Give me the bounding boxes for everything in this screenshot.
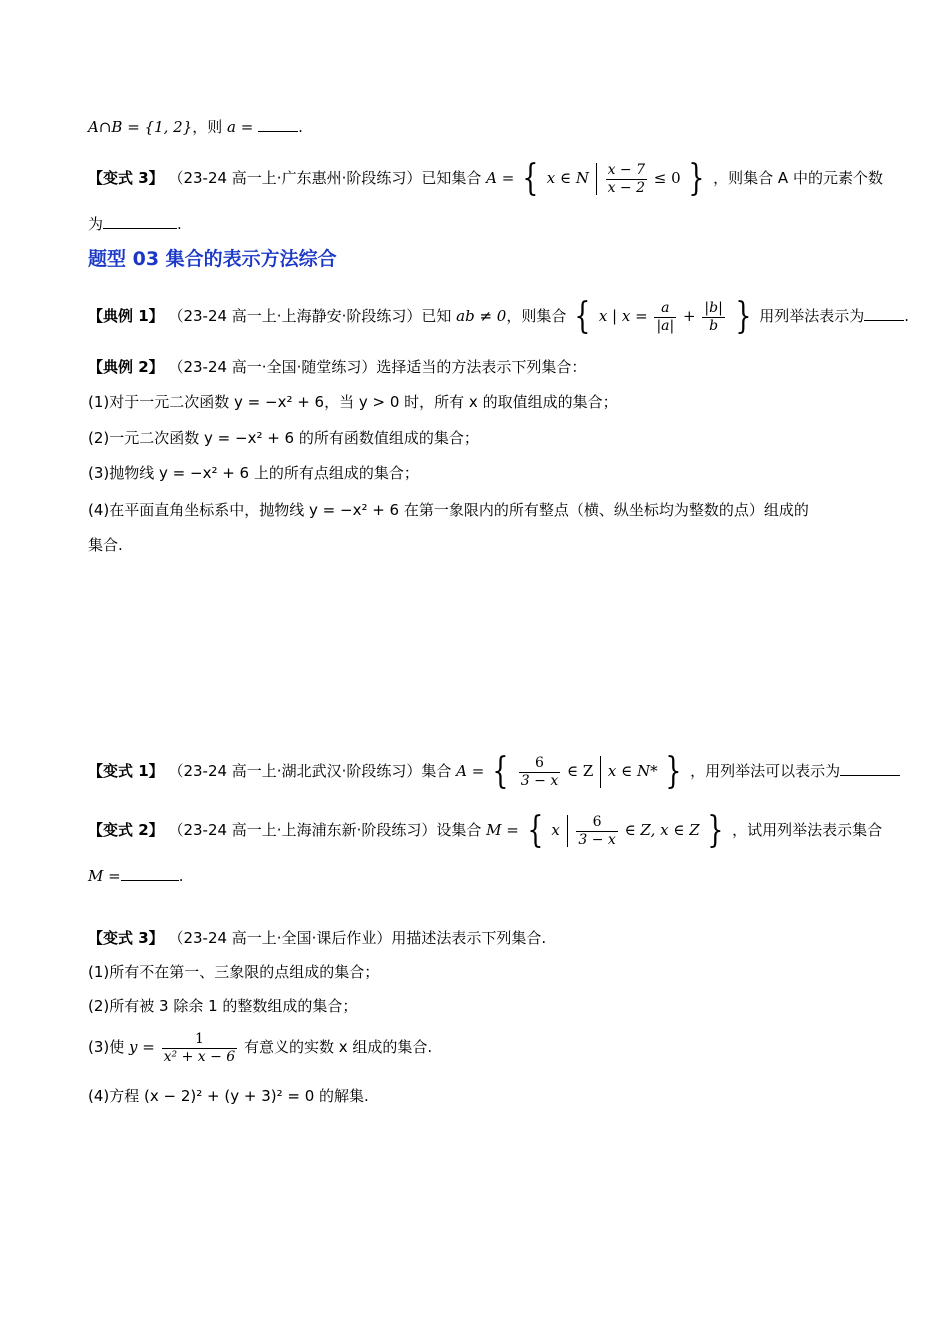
- variant3a-tag: 【变式 3】: [88, 169, 164, 187]
- example1-end: .: [904, 307, 910, 325]
- example1-tag: 【典例 1】: [88, 307, 164, 325]
- variant3a-set-cond: ≤ 0: [653, 169, 681, 187]
- example1-f1-num: a: [654, 300, 676, 318]
- variant3b-item-2: (2)所有被 3 除余 1 的整数组成的集合；: [88, 997, 358, 1015]
- variant3b-item-3: [88, 1029, 432, 1066]
- left-brace: {: [522, 158, 539, 199]
- example1-source: （23-24 高一上·上海静安·阶段练习）已知: [168, 307, 452, 325]
- set-separator-bar: [596, 163, 597, 195]
- example2-item-4: (4)在平面直角坐标系中，抛物线 y = −x² + 6 在第一象限内的所有整点（横、纵坐标均为整数的点）组成的: [88, 501, 809, 519]
- variant3b-item3-pre: (3)使: [88, 1038, 125, 1056]
- answer-blank[interactable]: [103, 227, 177, 229]
- left-brace: {: [574, 296, 591, 337]
- answer-blank[interactable]: [840, 774, 900, 776]
- variant3b-source: （23-24 高一上·全国·课后作业）用描述法表示下列集合.: [168, 929, 547, 947]
- a-equals: a =: [227, 118, 254, 136]
- left-brace: {: [527, 810, 544, 851]
- variant2-fraction: [576, 814, 617, 849]
- answer-blank[interactable]: [121, 879, 179, 881]
- example1-fraction1: [654, 300, 676, 335]
- variant3b-item3-den: x² + x − 6: [163, 1048, 236, 1065]
- example1-fraction2: [702, 300, 724, 335]
- variant1-in-z: ∈ Z: [567, 762, 594, 780]
- variant3b-item3-num: 1: [162, 1031, 238, 1049]
- example2-item-3: (3)抛物线 y = −x² + 6 上的所有点组成的集合；: [88, 464, 419, 482]
- variant2-source: （23-24 高一上·上海浦东新·阶段练习）设集合: [168, 821, 482, 839]
- variant3b-line: [88, 928, 546, 948]
- example2-line: [88, 357, 586, 377]
- variant2-line2-end: .: [178, 867, 184, 885]
- variant3a-line2-text: 为: [88, 215, 104, 233]
- right-brace: }: [688, 158, 705, 199]
- example2-tag: 【典例 2】: [88, 358, 164, 376]
- variant1-set-lhs: A =: [456, 762, 485, 780]
- example1-line: [88, 298, 909, 335]
- variant3b-item3-post: 有意义的实数 x 组成的集合.: [243, 1038, 433, 1056]
- variant2-elem: x: [551, 821, 560, 839]
- example2-item-1: (1)对于一元二次函数 y = −x² + 6，当 y > 0 时，所有 x 的取值组成的集合；: [88, 393, 618, 411]
- variant1-frac-den: 3 − x: [520, 772, 559, 789]
- variant1-line: [88, 753, 900, 790]
- example1-f1-den: |a|: [656, 317, 675, 334]
- example1-mid: ，则集合: [506, 307, 567, 325]
- right-brace: }: [735, 296, 752, 337]
- left-brace: {: [492, 751, 509, 792]
- variant3a-line2: [88, 214, 182, 234]
- set-separator-bar: [600, 756, 601, 788]
- variant3a-source: （23-24 高一上·广东惠州·阶段练习）已知集合: [168, 169, 482, 187]
- variant3a-set-lhs: A =: [486, 169, 515, 187]
- top-fragment-period: .: [298, 118, 303, 136]
- example2-item-4-cont: 集合.: [88, 536, 123, 554]
- variant1-tail: ，用列举法可以表示为: [690, 762, 841, 780]
- variant3a-set-elem: x ∈ N: [546, 169, 590, 187]
- variant1-source: （23-24 高一上·湖北武汉·阶段练习）集合: [168, 762, 452, 780]
- variant3a-frac-den: x − 2: [607, 179, 646, 196]
- variant1-tag: 【变式 1】: [88, 762, 164, 780]
- example2-source: （23-24 高一·全国·随堂练习）选择适当的方法表示下列集合：: [168, 358, 587, 376]
- right-brace: }: [665, 751, 682, 792]
- variant3b-item-1: (1)所有不在第一、三象限的点组成的集合；: [88, 963, 380, 981]
- right-brace: }: [707, 810, 724, 851]
- answer-blank[interactable]: [864, 319, 904, 321]
- variant2-set-lhs: M =: [486, 821, 519, 839]
- example1-plus: +: [683, 307, 696, 325]
- variant2-frac-num: 6: [576, 814, 617, 832]
- variant3b-item-4: (4)方程 (x − 2)² + (y + 3)² = 0 的解集.: [88, 1087, 369, 1105]
- variant2-line2-text: M =: [88, 867, 121, 885]
- top-fragment-line: [88, 117, 303, 137]
- section-title: 题型 03 集合的表示方法综合: [88, 248, 337, 270]
- variant3a-fraction: [606, 162, 647, 197]
- set-separator-bar: [567, 815, 568, 847]
- variant1-fraction: [519, 755, 560, 790]
- variant2-frac-den: 3 − x: [578, 831, 616, 848]
- variant3a-tail: ，则集合 A 中的元素个数: [713, 169, 883, 187]
- variant2-line2: [88, 866, 183, 886]
- intersection-expression: A∩B = {1, 2}: [88, 118, 193, 136]
- variant2-tag: 【变式 2】: [88, 821, 164, 839]
- variant2-line1: [88, 812, 882, 849]
- variant1-cond: x ∈ N*: [607, 762, 658, 780]
- variant3b-item3-fraction: [162, 1031, 238, 1066]
- answer-blank[interactable]: [258, 130, 298, 132]
- example2-item-2: (2)一元二次函数 y = −x² + 6 的所有函数值组成的集合；: [88, 429, 479, 447]
- variant3a-frac-num: x − 7: [607, 161, 646, 178]
- example1-f2-den: b: [709, 317, 719, 334]
- example1-cond: ab ≠ 0: [456, 307, 507, 325]
- example1-f2-num: |b|: [704, 299, 723, 316]
- variant3b-tag: 【变式 3】: [88, 929, 164, 947]
- variant3b-item3-y: y =: [129, 1038, 155, 1056]
- variant1-frac-num: 6: [519, 755, 560, 773]
- variant3a-line2-end: .: [177, 215, 182, 233]
- variant2-tail: ，试用列举法表示集合: [732, 821, 883, 839]
- variant3a-line1: [88, 160, 883, 197]
- variant2-cond: ∈ Z, x ∈ Z: [624, 821, 700, 839]
- top-fragment-connector: ，则: [192, 118, 223, 136]
- example1-tail: 用列举法表示为: [759, 307, 865, 325]
- example1-set-a: x | x =: [598, 307, 648, 325]
